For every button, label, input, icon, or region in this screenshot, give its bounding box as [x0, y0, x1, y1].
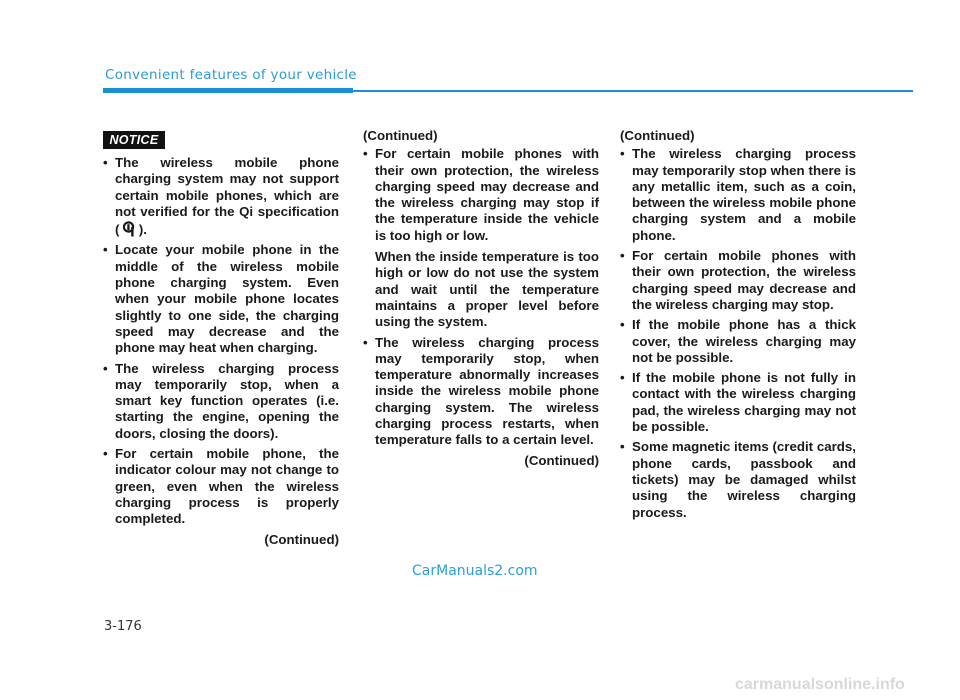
notice-list-1: [103, 155, 339, 528]
bullet-icon: •: [620, 317, 625, 333]
bullet-icon: •: [620, 439, 625, 455]
list-item-text: If the mobile phone is not fully in contact with the wireless charging pad, the wireless charging may not be possible.: [632, 370, 856, 435]
bullet-icon: •: [103, 242, 108, 258]
section-title: Convenient features of your vehicle: [105, 67, 357, 83]
watermark-link[interactable]: CarManuals2.com: [412, 563, 538, 579]
list-item: [363, 146, 599, 330]
bullet-icon: •: [363, 146, 368, 162]
list-item-text: The wireless charging process may temporarily stop, when temperature abnormally increases inside the wireless mobile phone charging system. The wireless charging process restarts, when temperature falls to a certain level.: [375, 334, 599, 448]
list-item: [620, 439, 856, 520]
bullet-icon: •: [620, 248, 625, 264]
continued-tail: (Continued): [264, 531, 339, 547]
list-item-text: If the mobile phone has a thick cover, the wireless charging may not be possible.: [632, 317, 856, 365]
bullet-icon: •: [363, 334, 368, 350]
bullet-icon: •: [620, 370, 625, 386]
list-item-text-end: ).: [135, 222, 147, 238]
column-3: [620, 128, 856, 525]
notice-list-2: [363, 146, 599, 448]
list-item-text: For certain mobile phone, the indicator colour may not change to green, even when the wireless charging process is properly completed.: [115, 446, 339, 527]
list-item: [103, 361, 339, 442]
bullet-icon: •: [103, 155, 108, 170]
list-item: [620, 370, 856, 435]
header-rule-thin: [353, 90, 913, 92]
list-item-text: For certain mobile phones with their own protection, the wireless charging speed may decrease and the wireless charging may stop.: [632, 248, 856, 312]
list-item-text: The wireless mobile phone charging system may not support certain mobile phones, which are not verified for the Qi specification (: [115, 155, 339, 238]
bullet-icon: •: [103, 446, 108, 462]
column-1: [103, 155, 339, 548]
qi-logo-icon: [123, 220, 135, 237]
notice-badge: NOTICE: [103, 131, 165, 149]
list-item-subtext: When the inside temperature is too high or low do not use the system and wait until the temperature maintains a proper level before using the system.: [375, 249, 599, 330]
bullet-icon: •: [620, 146, 625, 162]
list-item: [103, 446, 339, 527]
list-item-text: The wireless charging process may temporarily stop, when a smart key function operates (i.e. starting the engine, opening the doors, closing the doors).: [115, 360, 339, 441]
list-item: [103, 242, 339, 356]
header-rule-thick: [103, 88, 353, 93]
continued-head: (Continued): [363, 128, 438, 143]
list-item: [103, 155, 339, 238]
list-item-text: Locate your mobile phone in the middle of the wireless mobile phone charging system. Even when your mobile phone locates slightly to one side, the charging speed may decrease and the phone may heat when charging.: [115, 242, 339, 356]
column-2: [363, 128, 599, 469]
list-item-text: Some magnetic items (credit cards, phone cards, passbook and tickets) may be damaged whilst using the wireless charging process.: [632, 439, 856, 520]
bullet-icon: •: [103, 360, 108, 376]
page-number: 3-176: [104, 619, 142, 634]
continued-tail: (Continued): [524, 452, 599, 468]
list-item: [363, 335, 599, 449]
site-watermark: carmanualsonline.info: [735, 676, 905, 693]
list-item: [620, 317, 856, 366]
list-item: [620, 248, 856, 313]
list-item: [620, 146, 856, 244]
list-item-text: The wireless charging process may temporarily stop when there is any metallic item, such as a coin, between the wireless mobile phone charging system and a mobile phone.: [632, 146, 856, 243]
notice-list-3: [620, 146, 856, 521]
continued-head: (Continued): [620, 128, 695, 143]
list-item-text: For certain mobile phones with their own protection, the wireless charging speed may decrease and the wireless charging may stop if the temperature inside the vehicle is too high or low.: [375, 146, 599, 243]
